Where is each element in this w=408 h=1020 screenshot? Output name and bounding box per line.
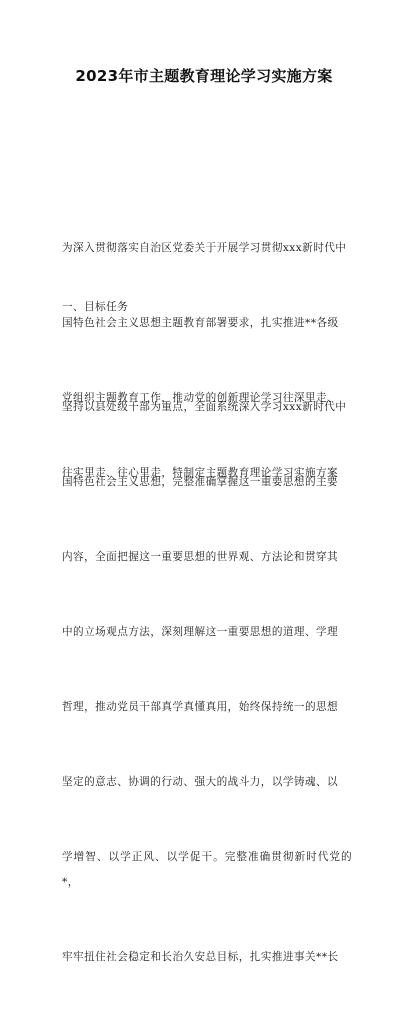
paragraph-line: 学增智、以学正风、以学促干。完整准确贯彻新时代党的*，	[62, 851, 352, 888]
section-heading: 一、目标任务	[62, 301, 129, 313]
paragraph-line: 党组织主题教育工作，推动党的创新理论学习往深里走、	[62, 392, 339, 404]
paragraph-line: 坚定的意志、协调的行动、强大的战斗力，以学铸魂、以	[62, 776, 339, 788]
paragraph-line: 国特色社会主义思想，完整准确掌握这一重要思想的主要	[62, 476, 339, 488]
document-title: 2023年市主题教育理论学习实施方案	[75, 67, 333, 85]
paragraph-line: 哲理，推动党员干部真学真懂真用，始终保持统一的思想	[62, 701, 339, 713]
paragraph-line: 往实里走、往心里走，特制定主题教育理论学习实施方案	[62, 467, 339, 479]
paragraph-line: 为深入贯彻落实自治区党委关于开展学习贯彻xxx新时代中	[62, 242, 347, 254]
paragraph-line: 牢牢扭住社会稳定和长治久安总目标，扎实推进事关**长	[62, 951, 339, 963]
paragraph-line: 国特色社会主义思想主题教育部署要求，扎实推进**各级	[62, 317, 339, 329]
body-paragraph	[62, 345, 352, 1020]
paragraph-line: 内容，全面把握这一重要思想的世界观、方法论和贯穿其	[62, 551, 339, 563]
paragraph-line: 中的立场观点方法，深刻理解这一重要思想的道理、学理	[62, 626, 339, 638]
paragraph-line: 坚持以县处级干部为重点，全面系统深入学习xxx新时代中	[62, 401, 347, 413]
